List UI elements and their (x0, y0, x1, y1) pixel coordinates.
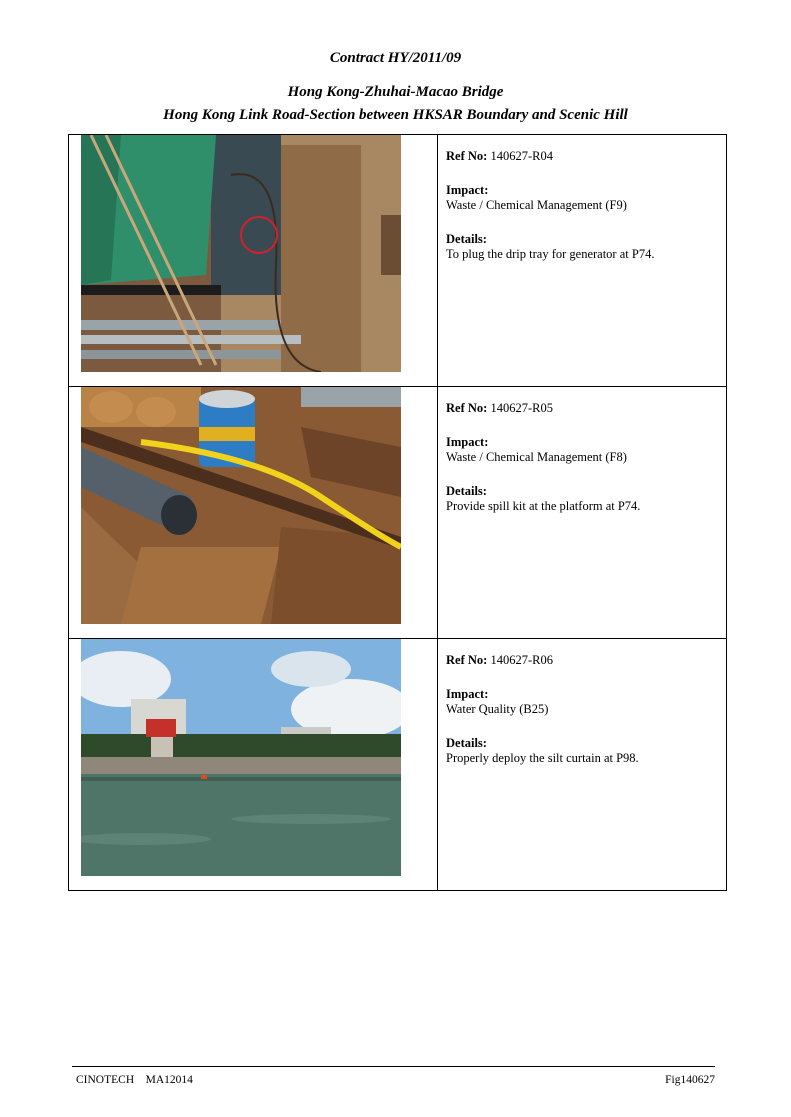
impact-label: Impact: (446, 183, 489, 197)
ref-label: Ref No: (446, 653, 488, 667)
ref-line (446, 653, 718, 668)
ref-label: Ref No: (446, 401, 488, 415)
footer-divider (72, 1066, 715, 1067)
photo-silt-curtain (81, 639, 401, 876)
section-title: Hong Kong Link Road-Section between HKSAR Boundary and Scenic Hill (163, 107, 628, 123)
ref-value: 140627-R06 (490, 653, 553, 667)
photo-cell (69, 639, 438, 891)
ref-value: 140627-R05 (490, 401, 553, 415)
impact-value: Waste / Chemical Management (F9) (446, 198, 627, 212)
photo-platform (81, 387, 401, 624)
ref-line (446, 149, 718, 164)
contract-number: Contract HY/2011/09 (329, 50, 462, 66)
details-label: Details: (446, 484, 487, 498)
observation-table (68, 134, 727, 891)
record-text-cell (438, 135, 727, 387)
details-value: To plug the drip tray for generator at P74. (446, 247, 655, 261)
details-label: Details: (446, 232, 487, 246)
footer-figure-number: Fig140627 (665, 1074, 715, 1086)
table-row (69, 387, 727, 639)
photo-drip-tray (81, 135, 401, 372)
details-label: Details: (446, 736, 487, 750)
ref-line (446, 401, 718, 416)
ref-label: Ref No: (446, 149, 488, 163)
details-value: Provide spill kit at the platform at P74. (446, 499, 641, 513)
silt-curtain-photo-image (81, 639, 401, 876)
impact-label: Impact: (446, 687, 489, 701)
table-row (69, 639, 727, 891)
details-value: Properly deploy the silt curtain at P98. (446, 751, 639, 765)
ref-value: 140627-R04 (490, 149, 553, 163)
table-row (69, 135, 727, 387)
record-text-cell (438, 639, 727, 891)
record-text-cell (438, 387, 727, 639)
impact-value: Water Quality (B25) (446, 702, 549, 716)
impact-label: Impact: (446, 435, 489, 449)
photo-cell (69, 387, 438, 639)
drip-tray-photo-image (81, 135, 401, 372)
footer-company-ref: CINOTECH MA12014 (76, 1074, 193, 1086)
project-title: Hong Kong-Zhuhai-Macao Bridge (287, 84, 504, 100)
impact-value: Waste / Chemical Management (F8) (446, 450, 627, 464)
platform-photo-image (81, 387, 401, 624)
photo-cell (69, 135, 438, 387)
